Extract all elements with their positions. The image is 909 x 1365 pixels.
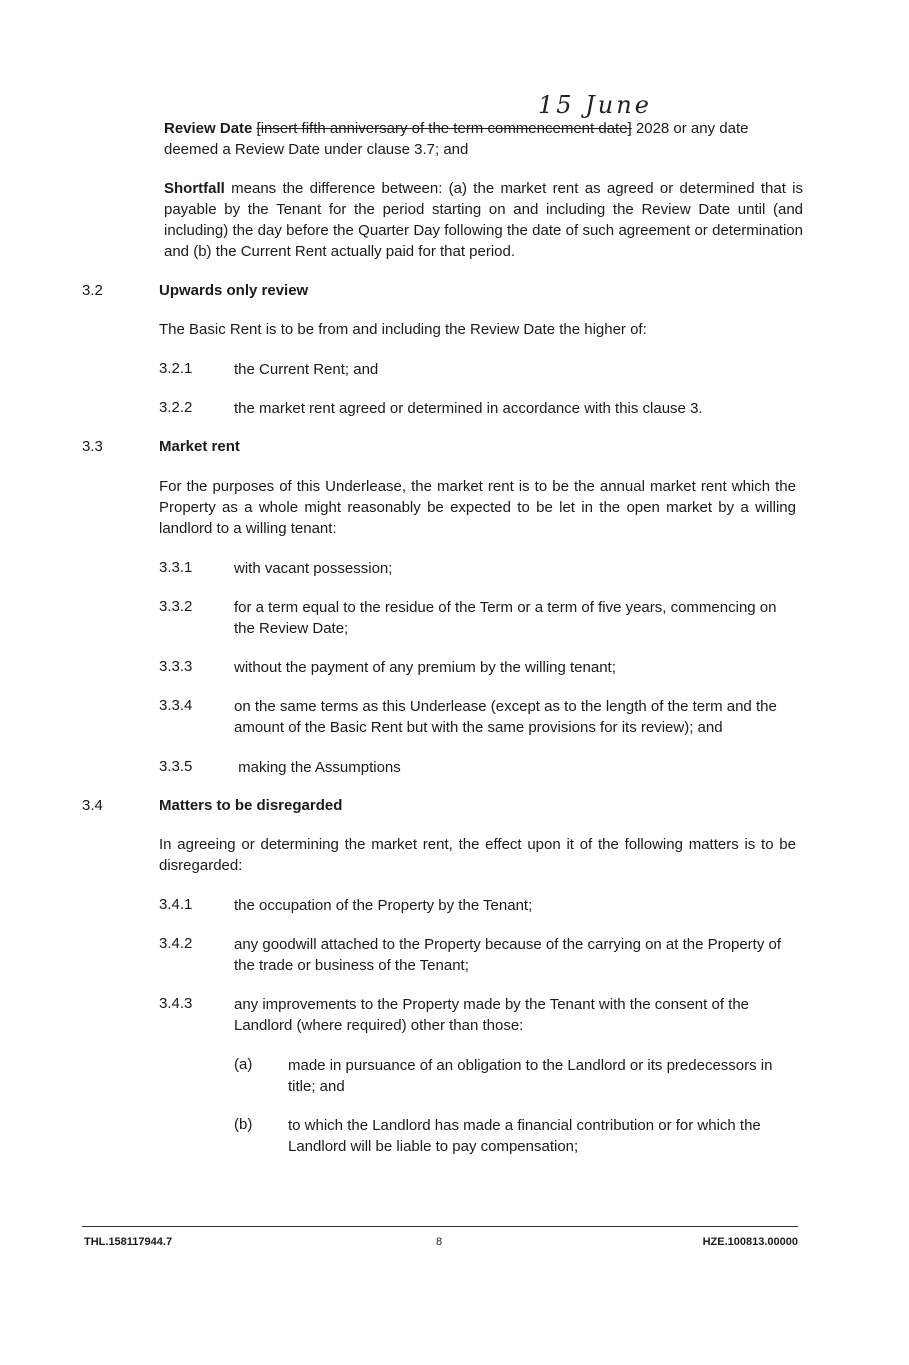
clause-3-3-3-number: 3.3.3 bbox=[159, 658, 193, 675]
section-3-2-heading: Upwards only review bbox=[159, 282, 309, 299]
review-date-after-strike: 2028 or any date bbox=[631, 120, 749, 137]
footer-divider bbox=[82, 1226, 798, 1227]
subclause-a-text: made in pursuance of an obligation to the Landlord or its predecessors in title; and bbox=[288, 1057, 773, 1095]
review-date-struck-text: [insert fifth anniversary of the term commencement date] bbox=[256, 120, 632, 137]
clause-3-3-5-number: 3.3.5 bbox=[159, 758, 193, 775]
clause-3-3-2-number: 3.3.2 bbox=[159, 598, 193, 615]
clause-3-3-1-number: 3.3.1 bbox=[159, 559, 193, 576]
section-3-2-intro: The Basic Rent is to be from and including the Review Date the higher of: bbox=[159, 321, 647, 338]
section-3-4-heading: Matters to be disregarded bbox=[159, 797, 343, 814]
clause-3-3-2-text: for a term equal to the residue of the Term or a term of five years, commencing on the Review Date; bbox=[234, 599, 777, 637]
clause-3-4-1-number: 3.4.1 bbox=[159, 896, 193, 913]
section-3-3-number: 3.3 bbox=[82, 438, 103, 455]
clause-3-3-4-number: 3.3.4 bbox=[159, 697, 193, 714]
clause-3-4-2-text: any goodwill attached to the Property because of the carrying on at the Property of the trade or business of the Tenant; bbox=[234, 936, 781, 974]
handwritten-annotation: 15 June bbox=[538, 91, 652, 119]
clause-3-3-5-text: making the Assumptions bbox=[234, 759, 401, 776]
section-3-2-number: 3.2 bbox=[82, 282, 103, 299]
review-date-line2: deemed a Review Date under clause 3.7; and bbox=[164, 141, 469, 158]
clause-3-3-3-text: without the payment of any premium by the willing tenant; bbox=[234, 659, 616, 676]
clause-3-2-2-text: the market rent agreed or determined in accordance with this clause 3. bbox=[234, 400, 703, 417]
clause-3-4-1-text: the occupation of the Property by the Tenant; bbox=[234, 897, 533, 914]
clause-3-2-2-number: 3.2.2 bbox=[159, 399, 193, 416]
shortfall-text: means the difference between: (a) the market rent as agreed or determined that is payable by the Tenant for the period starting on and including the Review Date until (and including) the day before the Quarter Day following the date of such agreement or determination and (b) the Current Rent actually paid for that period. bbox=[164, 180, 803, 260]
shortfall-definition bbox=[164, 178, 803, 262]
review-date-definition bbox=[164, 119, 748, 139]
clause-3-4-3-number: 3.4.3 bbox=[159, 995, 193, 1012]
clause-3-4-2-number: 3.4.2 bbox=[159, 935, 193, 952]
subclause-b-label: (b) bbox=[234, 1116, 253, 1133]
page-number: 8 bbox=[436, 1236, 443, 1248]
subclause-b-text: to which the Landlord has made a financial contribution or for which the Landlord will be liable to pay compensation; bbox=[288, 1117, 761, 1155]
footer-right-reference: HZE.100813.00000 bbox=[702, 1236, 798, 1248]
clause-3-2-1-number: 3.2.1 bbox=[159, 360, 193, 377]
section-3-3-heading: Market rent bbox=[159, 438, 240, 455]
section-3-3-intro: For the purposes of this Underlease, the market rent is to be the annual market rent which the Property as a whole might reasonably be expected to be let in the open market by a willing landlord to a willing tenant: bbox=[159, 478, 796, 537]
clause-3-2-1-text: the Current Rent; and bbox=[234, 361, 379, 378]
clause-3-4-3-text: any improvements to the Property made by the Tenant with the consent of the Landlord (where required) other than those: bbox=[234, 996, 750, 1034]
subclause-a-label: (a) bbox=[234, 1056, 253, 1073]
clause-3-3-1-text: with vacant possession; bbox=[234, 560, 393, 577]
review-date-term: Review Date bbox=[164, 120, 253, 137]
shortfall-term: Shortfall bbox=[164, 180, 225, 197]
clause-3-3-4-text: on the same terms as this Underlease (except as to the length of the term and the amount of the Basic Rent but with the same provisions for its review); and bbox=[234, 698, 777, 736]
section-3-4-intro: In agreeing or determining the market rent, the effect upon it of the following matters is to be disregarded: bbox=[159, 836, 796, 874]
footer-left-reference: THL.158117944.7 bbox=[84, 1236, 173, 1248]
section-3-4-number: 3.4 bbox=[82, 797, 103, 814]
